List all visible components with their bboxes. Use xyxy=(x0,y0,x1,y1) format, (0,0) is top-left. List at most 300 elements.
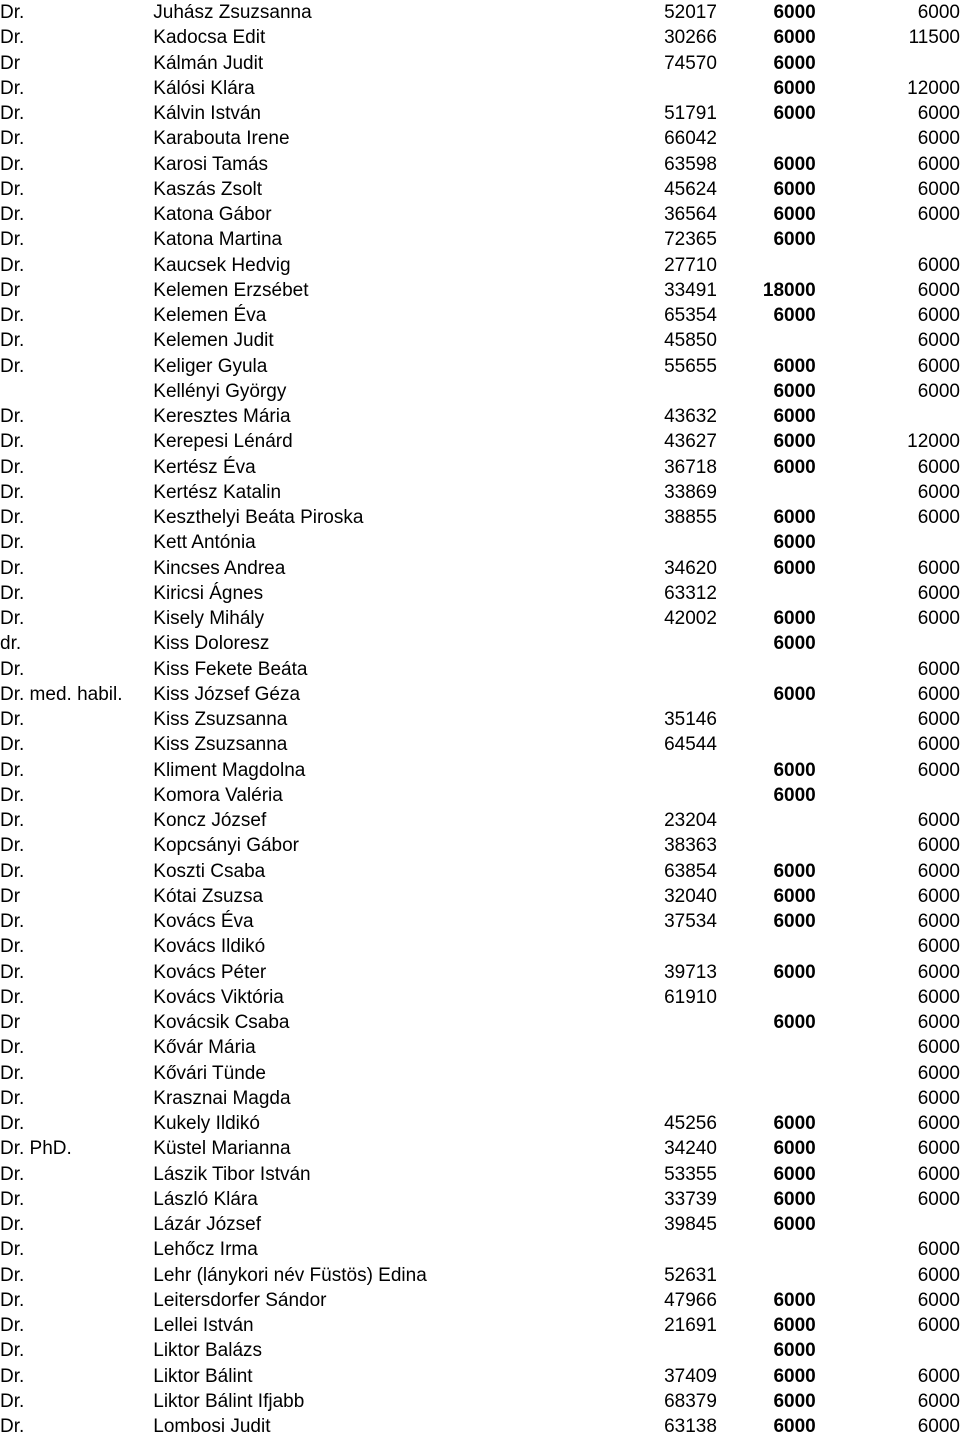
table-row xyxy=(0,152,960,177)
id-number-cell: 42002 xyxy=(664,608,717,629)
id-number-cell xyxy=(655,1010,717,1035)
id-number-cell: 45624 xyxy=(664,178,717,200)
title-cell: Dr. xyxy=(0,431,25,453)
title-cell: Dr. xyxy=(0,1163,25,1185)
amount-cell: 6000 xyxy=(917,835,960,857)
amount-bold-cell: 6000 xyxy=(773,27,816,49)
table-row xyxy=(0,126,960,151)
table-row xyxy=(0,278,960,303)
table-row xyxy=(0,732,960,757)
amount-bold-cell: 6000 xyxy=(773,911,816,932)
amount-bold-cell: 6000 xyxy=(773,1315,816,1336)
name-cell: Kálvin István xyxy=(153,103,261,124)
id-number-cell: 64544 xyxy=(664,734,717,756)
amount-cell: 6000 xyxy=(917,1315,960,1336)
title-cell: Dr. xyxy=(0,1315,25,1336)
amount-bold-cell xyxy=(717,1061,816,1086)
amount-cell: 6000 xyxy=(917,1264,960,1286)
table-row xyxy=(0,884,960,909)
amount-bold-cell xyxy=(717,480,816,505)
title-cell: Dr. xyxy=(0,1416,25,1437)
id-number-cell: 39845 xyxy=(664,1214,717,1235)
id-number-cell xyxy=(655,1338,717,1363)
amount-bold-cell: 6000 xyxy=(773,532,816,554)
amount-cell: 6000 xyxy=(917,709,960,730)
id-number-cell: 32040 xyxy=(664,885,717,907)
amount-bold-cell: 6000 xyxy=(773,431,816,453)
amount-cell xyxy=(816,631,960,656)
title-cell: Dr xyxy=(0,1012,21,1033)
id-number-cell: 34620 xyxy=(664,557,717,579)
name-cell: Keszthelyi Beáta Piroska xyxy=(153,507,364,528)
amount-cell: 6000 xyxy=(917,1239,960,1261)
table-row xyxy=(0,1313,960,1338)
title-cell: Dr. xyxy=(0,810,25,831)
amount-cell: 6000 xyxy=(917,936,960,958)
name-cell: Keliger Gyula xyxy=(153,355,268,377)
id-number-cell: 45256 xyxy=(664,1113,717,1134)
title-cell: Dr. xyxy=(0,1239,25,1261)
amount-cell: 6000 xyxy=(917,734,960,756)
table-row xyxy=(0,606,960,631)
name-cell: Liktor Bálint xyxy=(153,1365,253,1387)
amount-cell: 6000 xyxy=(917,380,960,402)
amount-bold-cell: 6000 xyxy=(773,1138,816,1160)
table-row xyxy=(0,1136,960,1161)
title-cell: Dr. xyxy=(0,961,25,983)
title-cell: Dr. xyxy=(0,835,25,857)
amount-bold-cell: 6000 xyxy=(773,1365,816,1387)
id-number-cell: 38363 xyxy=(664,835,717,857)
id-number-cell: 63138 xyxy=(664,1416,717,1437)
amount-bold-cell xyxy=(717,1263,816,1288)
id-number-cell: 74570 xyxy=(664,52,717,74)
name-cell: Kellényi György xyxy=(153,380,287,402)
id-number-cell: 33739 xyxy=(664,1188,717,1210)
table-row xyxy=(0,1263,960,1288)
name-cell: Kiss Fekete Beáta xyxy=(153,658,308,680)
amount-bold-cell xyxy=(717,657,816,682)
id-number-cell: 66042 xyxy=(664,128,717,150)
title-cell: Dr. xyxy=(0,759,25,781)
amount-cell: 6000 xyxy=(917,1037,960,1059)
amount-bold-cell: 6000 xyxy=(773,77,816,99)
amount-cell xyxy=(816,530,960,555)
amount-bold-cell: 6000 xyxy=(773,784,816,806)
title-cell: Dr. xyxy=(0,1289,25,1311)
amount-cell: 6000 xyxy=(917,608,960,629)
amount-cell: 6000 xyxy=(917,683,960,705)
id-number-cell: 33869 xyxy=(664,481,717,503)
amount-bold-cell: 6000 xyxy=(773,1416,816,1437)
name-cell: Kliment Magdolna xyxy=(153,759,306,781)
table-row xyxy=(0,556,960,581)
name-cell: Lászik Tibor István xyxy=(153,1163,311,1185)
title-cell: Dr. xyxy=(0,1087,25,1109)
name-cell: Kopcsányi Gábor xyxy=(153,835,300,857)
amount-cell: 6000 xyxy=(917,557,960,579)
table-row xyxy=(0,328,960,353)
amount-bold-cell xyxy=(717,581,816,606)
amount-cell: 6000 xyxy=(917,986,960,1008)
id-number-cell xyxy=(655,1086,717,1111)
name-cell: Kertész Éva xyxy=(153,456,256,478)
amount-cell: 6000 xyxy=(917,1416,960,1437)
amount-cell: 6000 xyxy=(917,1012,960,1033)
name-cell: Kincses Andrea xyxy=(153,557,286,579)
title-cell: Dr. xyxy=(0,330,25,352)
amount-bold-cell xyxy=(717,808,816,833)
name-cell: Kálmán Judit xyxy=(153,52,264,74)
amount-bold-cell xyxy=(717,732,816,757)
amount-cell: 6000 xyxy=(917,254,960,276)
table-row xyxy=(0,202,960,227)
id-number-cell xyxy=(655,76,717,101)
name-cell: Kovácsik Csaba xyxy=(153,1012,290,1033)
table-row xyxy=(0,682,960,707)
table-row xyxy=(0,404,960,429)
amount-cell: 6000 xyxy=(917,1113,960,1134)
amount-cell: 6000 xyxy=(917,103,960,124)
name-cell: Kiss Zsuzsanna xyxy=(153,734,288,756)
amount-cell: 6000 xyxy=(917,128,960,150)
amount-bold-cell: 6000 xyxy=(773,229,816,251)
name-cell: Kiss József Géza xyxy=(153,683,301,705)
name-cell: Katona Martina xyxy=(153,229,283,251)
table-row xyxy=(0,480,960,505)
id-number-cell: 30266 xyxy=(664,27,717,49)
amount-bold-cell: 6000 xyxy=(773,683,816,705)
table-row xyxy=(0,25,960,50)
amount-cell: 6000 xyxy=(917,1390,960,1412)
id-number-cell: 72365 xyxy=(664,229,717,251)
title-cell: Dr xyxy=(0,279,21,301)
title-cell: Dr. xyxy=(0,27,25,49)
title-cell: dr. xyxy=(0,633,22,655)
title-cell: Dr. xyxy=(0,178,25,200)
id-number-cell xyxy=(655,1237,717,1262)
amount-bold-cell xyxy=(717,934,816,959)
amount-bold-cell: 6000 xyxy=(773,1214,816,1235)
amount-bold-cell xyxy=(717,253,816,278)
title-cell: Dr. xyxy=(0,77,25,99)
table-row xyxy=(0,303,960,328)
amount-cell xyxy=(816,783,960,808)
amount-cell: 6000 xyxy=(917,810,960,831)
name-cell: Kerepesi Lénárd xyxy=(153,431,293,453)
amount-bold-cell: 6000 xyxy=(773,103,816,124)
name-cell: Lellei István xyxy=(153,1315,254,1336)
amount-cell: 6000 xyxy=(917,911,960,932)
amount-bold-cell xyxy=(717,1035,816,1060)
table-row xyxy=(0,0,960,25)
amount-bold-cell: 6000 xyxy=(773,178,816,200)
table-row xyxy=(0,1338,960,1363)
title-cell: Dr. xyxy=(0,229,25,251)
id-number-cell: 34240 xyxy=(664,1138,717,1160)
table-row xyxy=(0,985,960,1010)
amount-bold-cell: 6000 xyxy=(773,406,816,427)
amount-bold-cell: 6000 xyxy=(773,456,816,478)
title-cell: Dr. xyxy=(0,305,25,326)
title-cell: Dr. xyxy=(0,936,25,958)
amount-cell: 6000 xyxy=(917,355,960,377)
amount-bold-cell: 6000 xyxy=(773,2,816,23)
title-cell: Dr xyxy=(0,52,21,74)
amount-bold-cell xyxy=(717,1086,816,1111)
id-number-cell xyxy=(655,379,717,404)
amount-bold-cell: 6000 xyxy=(773,507,816,528)
amount-cell xyxy=(816,1338,960,1363)
id-number-cell: 37534 xyxy=(664,911,717,932)
amount-cell: 6000 xyxy=(917,1138,960,1160)
title-cell: Dr. xyxy=(0,911,25,932)
name-cell: Lázár József xyxy=(153,1214,261,1235)
id-number-cell xyxy=(655,783,717,808)
amount-cell xyxy=(816,1212,960,1237)
name-cell: Juhász Zsuzsanna xyxy=(153,2,312,23)
name-cell: Kelemen Erzsébet xyxy=(153,279,309,301)
title-cell: Dr. xyxy=(0,1214,25,1235)
table-row xyxy=(0,657,960,682)
title-cell: Dr. xyxy=(0,1113,25,1134)
id-number-cell: 36564 xyxy=(664,204,717,225)
title-cell: Dr. xyxy=(0,658,25,680)
name-cell: Koncz József xyxy=(153,810,267,831)
table-row xyxy=(0,631,960,656)
amount-cell xyxy=(816,227,960,252)
id-number-cell: 21691 xyxy=(664,1315,717,1336)
table-row xyxy=(0,1162,960,1187)
table-row xyxy=(0,1035,960,1060)
table-row xyxy=(0,379,960,404)
table-row xyxy=(0,909,960,934)
amount-cell: 6000 xyxy=(917,759,960,781)
name-cell: Kótai Zsuzsa xyxy=(153,885,264,907)
table-row xyxy=(0,1389,960,1414)
table-row xyxy=(0,354,960,379)
table-row xyxy=(0,1237,960,1262)
amount-bold-cell: 6000 xyxy=(773,1390,816,1412)
amount-cell xyxy=(816,51,960,76)
title-cell: Dr. xyxy=(0,860,25,882)
id-number-cell: 53355 xyxy=(664,1163,717,1185)
title-cell: Dr. xyxy=(0,532,25,554)
title-cell: Dr. xyxy=(0,557,25,579)
name-cell: Kálósi Klára xyxy=(153,77,255,99)
name-cell: Kovács Éva xyxy=(153,911,254,932)
amount-bold-cell xyxy=(717,1237,816,1262)
title-cell: Dr. xyxy=(0,1264,25,1286)
amount-cell: 12000 xyxy=(907,77,960,99)
name-cell: Kovács Viktória xyxy=(153,986,284,1008)
id-number-cell: 37409 xyxy=(664,1365,717,1387)
id-number-cell xyxy=(655,1061,717,1086)
amount-cell: 6000 xyxy=(917,860,960,882)
table-row xyxy=(0,530,960,555)
amount-cell: 12000 xyxy=(907,431,960,453)
title-cell: Dr. xyxy=(0,709,25,730)
amount-cell: 11500 xyxy=(908,27,960,49)
name-cell: Kovács Péter xyxy=(153,961,267,983)
table-row xyxy=(0,1414,960,1439)
id-number-cell xyxy=(655,758,717,783)
name-cell: Lehőcz Irma xyxy=(153,1239,258,1261)
amount-cell: 6000 xyxy=(917,153,960,175)
title-cell: Dr. xyxy=(0,1062,25,1084)
table-row xyxy=(0,581,960,606)
title-cell: Dr. xyxy=(0,355,25,377)
name-cell: Kiss Doloresz xyxy=(153,633,270,655)
table-row xyxy=(0,1364,960,1389)
amount-cell: 6000 xyxy=(917,1365,960,1387)
name-cell: Küstel Marianna xyxy=(153,1138,291,1160)
name-cell: Kelemen Judit xyxy=(153,330,274,352)
name-cell: Kovács Ildikó xyxy=(153,936,266,958)
amount-bold-cell: 6000 xyxy=(773,1163,816,1185)
amount-bold-cell: 6000 xyxy=(773,961,816,983)
name-cell: Kővári Tünde xyxy=(153,1062,266,1084)
title-cell: Dr xyxy=(0,885,21,907)
table-row xyxy=(0,177,960,202)
title-cell: Dr. xyxy=(0,582,25,604)
amount-cell: 6000 xyxy=(917,178,960,200)
title-cell: Dr. xyxy=(0,507,25,528)
amount-bold-cell: 6000 xyxy=(773,608,816,629)
amount-bold-cell: 6000 xyxy=(773,633,816,655)
amount-cell: 6000 xyxy=(917,1062,960,1084)
table-row xyxy=(0,76,960,101)
title-cell: Dr. xyxy=(0,128,25,150)
amount-bold-cell: 6000 xyxy=(773,355,816,377)
id-number-cell: 63854 xyxy=(664,860,717,882)
amount-bold-cell: 6000 xyxy=(773,1289,816,1311)
amount-cell: 6000 xyxy=(917,481,960,503)
name-cell: Liktor Balázs xyxy=(153,1340,263,1362)
id-number-cell: 23204 xyxy=(664,810,717,831)
name-cell: László Klára xyxy=(153,1188,258,1210)
id-number-cell: 45850 xyxy=(664,330,717,352)
amount-bold-cell: 6000 xyxy=(773,759,816,781)
id-number-cell: 38855 xyxy=(664,507,717,528)
name-cell: Kadocsa Edit xyxy=(153,27,266,49)
id-number-cell xyxy=(655,682,717,707)
title-cell: Dr. PhD. xyxy=(0,1138,72,1160)
name-cell: Keresztes Mária xyxy=(153,406,291,427)
title-cell: Dr. xyxy=(0,103,25,124)
amount-bold-cell: 6000 xyxy=(773,305,816,326)
name-cell: Kett Antónia xyxy=(153,532,256,554)
name-cell: Kővár Mária xyxy=(153,1037,256,1059)
title-cell xyxy=(0,379,153,404)
table-row xyxy=(0,1010,960,1035)
name-cell: Kukely Ildikó xyxy=(153,1113,260,1134)
title-cell: Dr. xyxy=(0,784,25,806)
name-cell: Liktor Bálint Ifjabb xyxy=(153,1390,305,1412)
table-row xyxy=(0,101,960,126)
name-cell: Kiss Zsuzsanna xyxy=(153,709,288,730)
amount-bold-cell xyxy=(717,328,816,353)
title-cell: Dr. xyxy=(0,406,25,427)
amount-cell: 6000 xyxy=(917,2,960,23)
amount-bold-cell: 18000 xyxy=(762,279,816,301)
table-row xyxy=(0,253,960,278)
title-cell: Dr. xyxy=(0,1340,25,1362)
title-cell: Dr. xyxy=(0,734,25,756)
name-cell: Lombosi Judit xyxy=(153,1416,271,1437)
title-cell: Dr. xyxy=(0,456,25,478)
id-number-cell xyxy=(655,1035,717,1060)
table-row xyxy=(0,51,960,76)
amount-cell: 6000 xyxy=(917,1289,960,1311)
title-cell: Dr. xyxy=(0,1365,25,1387)
amount-cell: 6000 xyxy=(917,330,960,352)
amount-bold-cell: 6000 xyxy=(773,860,816,882)
id-number-cell: 68379 xyxy=(664,1390,717,1412)
table-row xyxy=(0,227,960,252)
title-cell: Dr. xyxy=(0,1188,25,1210)
amount-bold-cell xyxy=(717,833,816,858)
amount-cell xyxy=(816,404,960,429)
id-number-cell: 33491 xyxy=(664,279,717,301)
amount-bold-cell xyxy=(717,985,816,1010)
amount-bold-cell xyxy=(717,126,816,151)
id-number-cell xyxy=(655,934,717,959)
table-row xyxy=(0,758,960,783)
name-cell: Krasznai Magda xyxy=(153,1087,291,1109)
id-number-cell: 65354 xyxy=(664,305,717,326)
title-cell: Dr. xyxy=(0,986,25,1008)
id-number-cell: 61910 xyxy=(664,986,717,1008)
amount-cell: 6000 xyxy=(917,279,960,301)
id-number-cell: 27710 xyxy=(664,254,717,276)
table-row xyxy=(0,1086,960,1111)
title-cell: Dr. med. habil. xyxy=(0,683,123,705)
id-number-cell: 36718 xyxy=(664,456,717,478)
amount-bold-cell: 6000 xyxy=(773,557,816,579)
table-row xyxy=(0,808,960,833)
amount-cell: 6000 xyxy=(917,885,960,907)
amount-bold-cell: 6000 xyxy=(773,885,816,907)
amount-bold-cell: 6000 xyxy=(773,1113,816,1134)
name-cell: Kaucsek Hedvig xyxy=(153,254,291,276)
id-number-cell xyxy=(655,530,717,555)
title-cell: Dr. xyxy=(0,608,25,629)
name-cell: Katona Gábor xyxy=(153,204,272,225)
amount-cell: 6000 xyxy=(917,507,960,528)
table-row xyxy=(0,833,960,858)
table-row xyxy=(0,1212,960,1237)
amount-bold-cell: 6000 xyxy=(773,153,816,175)
id-number-cell: 63312 xyxy=(664,582,717,604)
amount-cell: 6000 xyxy=(917,1163,960,1185)
table-row xyxy=(0,707,960,732)
id-number-cell: 52631 xyxy=(664,1264,717,1286)
title-cell: Dr. xyxy=(0,481,25,503)
table-row xyxy=(0,1111,960,1136)
title-cell: Dr. xyxy=(0,204,25,225)
amount-cell: 6000 xyxy=(917,305,960,326)
table-row xyxy=(0,429,960,454)
table-row xyxy=(0,960,960,985)
table-row xyxy=(0,859,960,884)
amount-cell: 6000 xyxy=(917,582,960,604)
id-number-cell xyxy=(655,657,717,682)
amount-bold-cell: 6000 xyxy=(773,1188,816,1210)
amount-bold-cell: 6000 xyxy=(773,380,816,402)
amount-cell: 6000 xyxy=(917,456,960,478)
id-number-cell: 43632 xyxy=(664,406,717,427)
